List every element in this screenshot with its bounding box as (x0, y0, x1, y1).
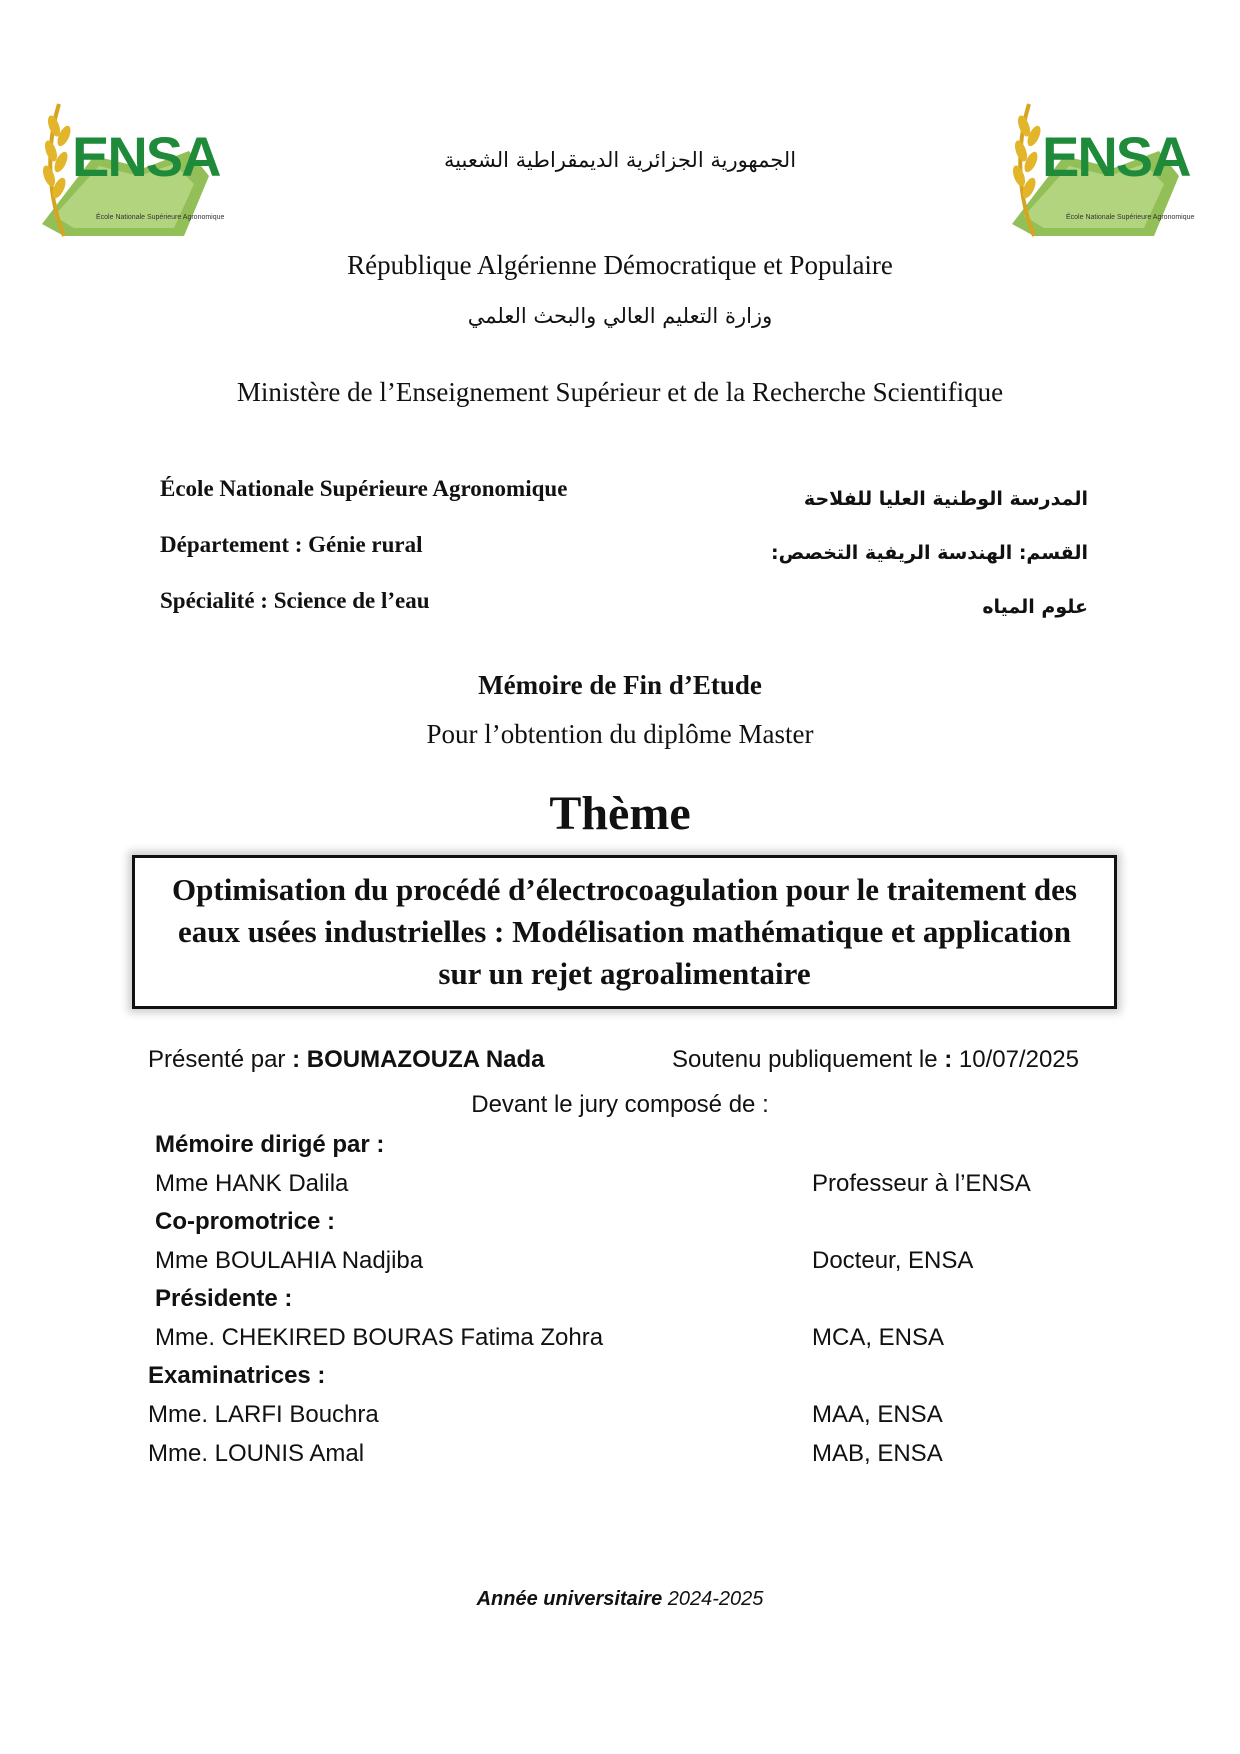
presented-label: Présenté par (148, 1046, 286, 1073)
theme-text: Optimisation du procédé d’électrocoagulation pour le traitement des eaux usées industrielles : Modélisation mathématique et application sur un rejet agroalimentaire (172, 872, 1077, 991)
specialty: Spécialité : Science de l’eau (160, 588, 430, 613)
memoire-subtitle: Pour l’obtention du diplôme Master (426, 719, 814, 749)
examiner1-role: MAA, ENSA (812, 1401, 943, 1428)
examiner2-name: Mme. LOUNIS Amal (148, 1440, 365, 1467)
director-name: Mme HANK Dalila (155, 1170, 349, 1197)
academic-year-label: Année universitaire (476, 1588, 663, 1610)
director-role: Professeur à l’ENSA (812, 1170, 1031, 1197)
examiners-label: Examinatrices : (148, 1362, 326, 1389)
president-label: Présidente : (155, 1285, 293, 1312)
memoire-title: Mémoire de Fin d’Etude (478, 670, 762, 700)
examiner2-role: MAB, ENSA (812, 1440, 943, 1467)
academic-year (0, 1588, 1240, 1611)
theme-heading: Thème (549, 787, 691, 840)
arabic-department: القسم: الهندسة الريفية التخصص: (770, 542, 1088, 564)
ministry-title: Ministère de l’Enseignement Supérieur et de la Recherche Scientifique (236, 377, 1004, 407)
arabic-school-name: المدرسة الوطنية العليا للفلاحة (803, 488, 1088, 510)
school-name: École Nationale Supérieure Agronomique (160, 476, 568, 501)
ensa-logo-left-text: ENSA (72, 125, 220, 188)
president-name: Mme. CHEKIRED BOURAS Fatima Zohra (155, 1324, 604, 1351)
arabic-specialty: علوم المياه (982, 596, 1088, 618)
defense-date-value: 10/07/2025 (958, 1046, 1079, 1073)
copromotrice-name: Mme BOULAHIA Nadjiba (155, 1247, 424, 1274)
defended-label: Soutenu publiquement le (672, 1046, 938, 1073)
arabic-republic: الجمهورية الجزائرية الديمقراطية الشعبية (443, 148, 797, 172)
republic-title: République Algérienne Démocratique et Populaire (347, 250, 893, 280)
presenter-name: BOUMAZOUZA Nada (306, 1046, 545, 1073)
ensa-logo-left-subtext: École Nationale Supérieure Agronomique (96, 214, 225, 221)
ensa-logo-right-text: ENSA (1042, 125, 1190, 188)
presented-colon: : (285, 1046, 307, 1073)
defended-colon: : (937, 1046, 959, 1073)
theme-box (132, 855, 1117, 1009)
department: Département : Génie rural (160, 532, 423, 557)
president-role: MCA, ENSA (812, 1324, 945, 1351)
presented-by (148, 1046, 545, 1074)
examiner1-name: Mme. LARFI Bouchra (148, 1401, 379, 1428)
defense-date (672, 1046, 1079, 1074)
academic-year-value: 2024-2025 (667, 1588, 764, 1610)
ensa-logo-right-subtext: École Nationale Supérieure Agronomique (1066, 214, 1195, 221)
copromotrice-label: Co-promotrice : (155, 1208, 335, 1235)
arabic-ministry: وزارة التعليم العالي والبحث العلمي (467, 304, 773, 328)
director-label: Mémoire dirigé par : (155, 1131, 385, 1158)
jury-intro: Devant le jury composé de : (471, 1091, 769, 1118)
copromotrice-role: Docteur, ENSA (812, 1247, 974, 1274)
